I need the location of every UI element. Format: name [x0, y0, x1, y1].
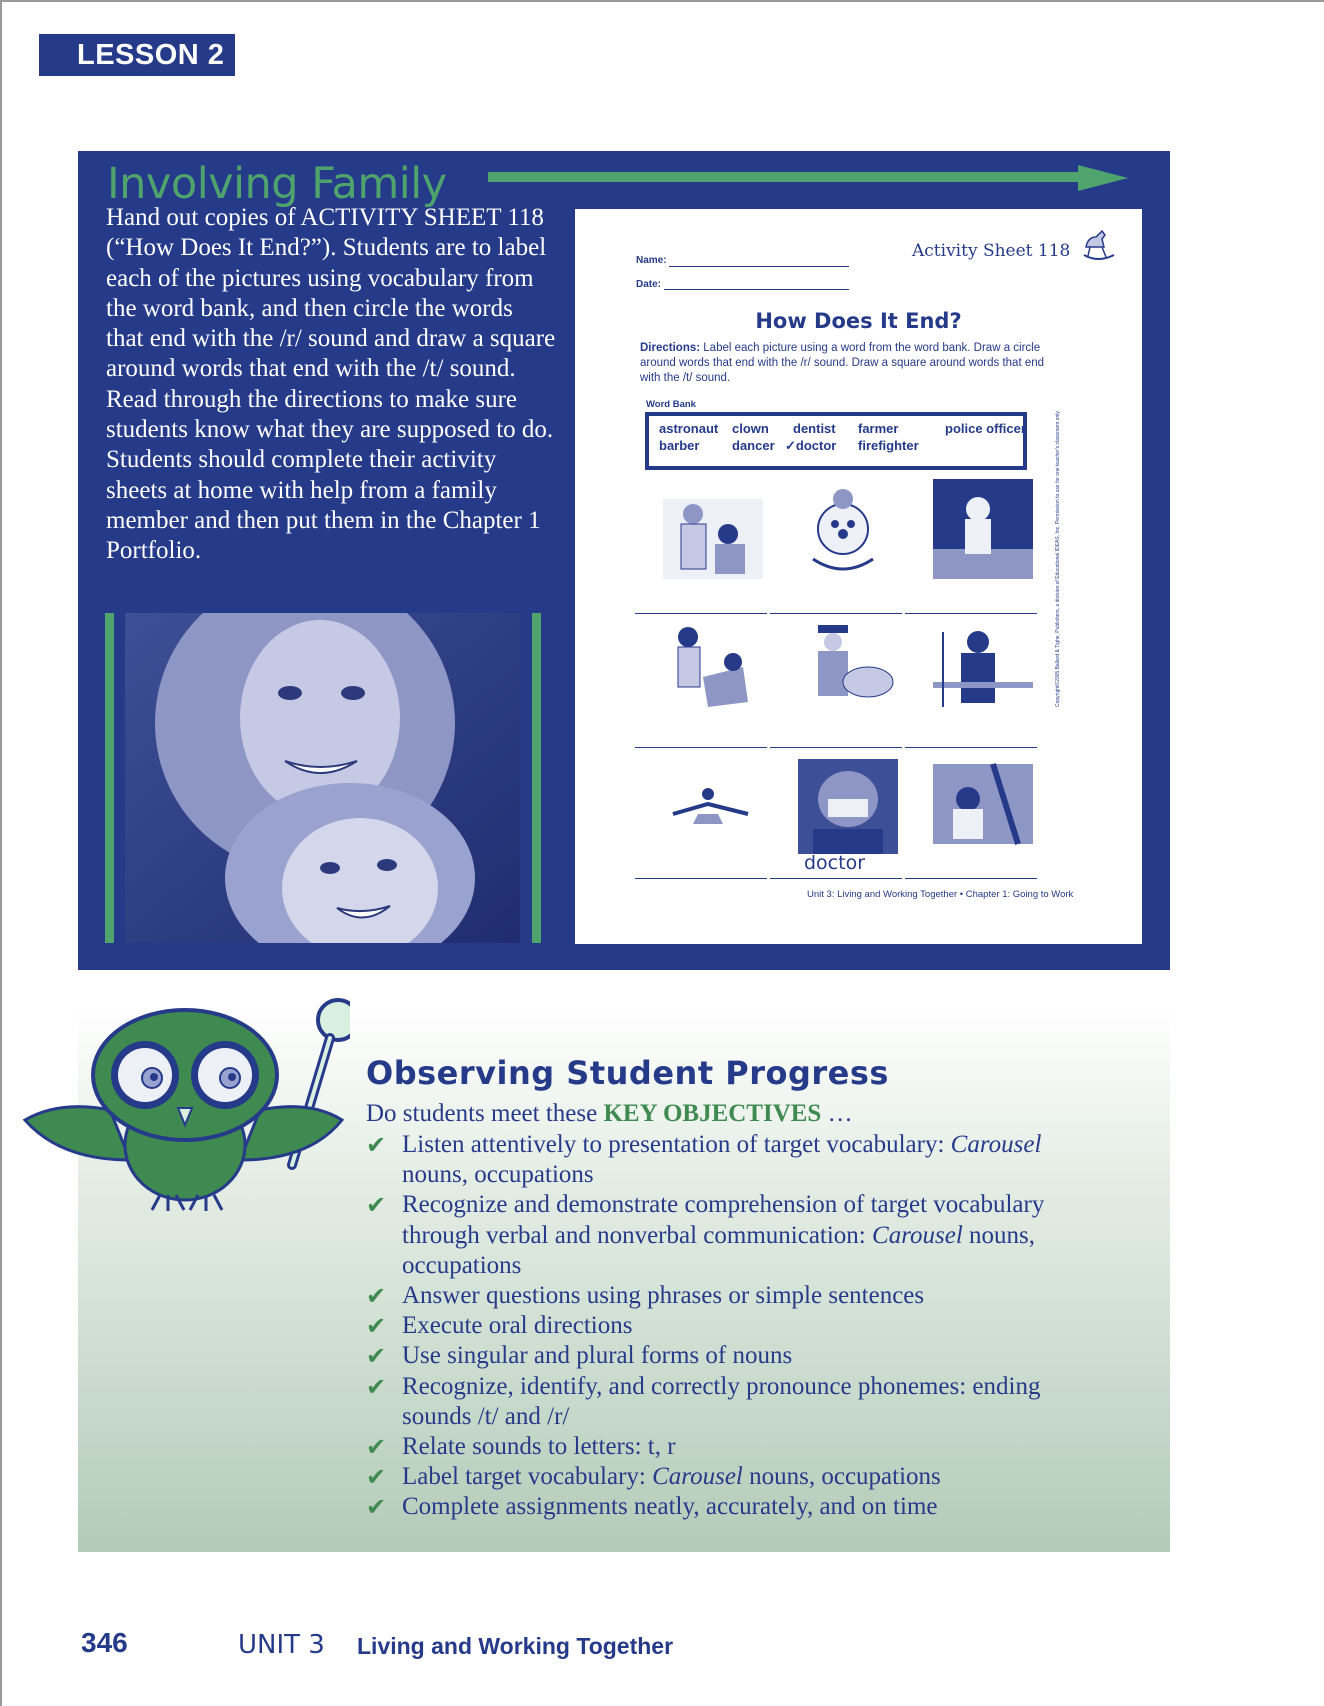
answer-line	[770, 878, 902, 879]
word-bank-label: Word Bank	[646, 399, 696, 410]
involving-family-panel	[78, 151, 1170, 970]
clown-picture	[788, 479, 908, 589]
worksheet-directions	[640, 341, 1060, 386]
check-icon: ✔	[366, 1493, 387, 1522]
arrow-right-icon	[488, 165, 1128, 195]
intro-suffix: …	[821, 1100, 853, 1127]
objective-emphasis: Carousel	[872, 1221, 963, 1249]
check-icon: ✔	[366, 1131, 387, 1159]
directions-label: Directions:	[640, 342, 701, 354]
objective-emphasis: Carousel	[950, 1131, 1042, 1158]
photo-frame-bar	[105, 613, 114, 943]
dancer-picture	[653, 759, 773, 869]
word-bank-word: firefighter	[858, 438, 919, 453]
sheet-copyright: Copyright©2005 Ballard & Tighe, Publishers, a division of Educational IDEAS, Inc. Permission to use for one teacher's classroom only.	[1055, 410, 1061, 707]
name-line	[669, 266, 849, 267]
word-bank-word: police officer	[945, 421, 1026, 436]
objective-text-after: nouns, occupations	[402, 1221, 1035, 1279]
objective-item	[366, 1492, 1086, 1522]
owl-with-magnifier-icon	[20, 990, 350, 1220]
mother-and-child-photo	[125, 613, 520, 943]
objective-item	[366, 1432, 1086, 1462]
word-bank-word: astronaut	[659, 421, 719, 436]
objective-item	[366, 1130, 1086, 1190]
objective-text: Recognize, identify, and correctly pronounce phonemes: ending sounds /t/ and /r/	[402, 1372, 1041, 1430]
astronaut-picture	[923, 479, 1043, 589]
check-icon: ✔	[366, 1312, 387, 1341]
answer-line	[635, 613, 767, 614]
activity-sheet-preview	[575, 209, 1142, 944]
check-icon: ✔	[366, 1342, 387, 1371]
unit-label: UNIT 3	[238, 1630, 325, 1660]
family-title: Involving Family	[107, 159, 447, 209]
objective-text: Execute oral directions	[402, 1312, 633, 1340]
objective-text-after: nouns, occupations	[402, 1161, 594, 1189]
word-bank-word: dentist	[793, 421, 836, 436]
objective-item	[366, 1341, 1086, 1371]
objective-item	[366, 1372, 1086, 1432]
barber-picture	[653, 479, 773, 589]
check-icon: ✔	[366, 1372, 387, 1401]
firefighter-picture	[923, 759, 1043, 869]
progress-intro	[366, 1100, 853, 1128]
objectives-list	[366, 1130, 1086, 1523]
objective-text: Listen attentively to presentation of target vocabulary:	[402, 1131, 951, 1158]
farmer-picture	[788, 617, 908, 727]
objective-text-after: nouns, occupations	[742, 1463, 941, 1491]
objective-item	[366, 1190, 1086, 1281]
activity-sheet-label: Activity Sheet 118	[912, 241, 1071, 261]
objective-text: Recognize and demonstrate comprehension of target vocabulary through verbal and nonverbal communication:	[402, 1191, 1045, 1249]
answer-line	[635, 747, 767, 748]
check-icon: ✔	[366, 1463, 387, 1492]
check-icon: ✔	[366, 1433, 387, 1462]
key-objectives: KEY OBJECTIVES	[603, 1100, 822, 1127]
page-border	[0, 0, 1324, 2]
objective-text: Relate sounds to letters: t, r	[402, 1433, 676, 1461]
family-instructions: Hand out copies of ACTIVITY SHEET 118 (“How Does It End?”). Students are to label each of the pictures using vocabulary from the word bank, and then circle the words that end with the /r/ sound and draw a square around words that end with the /t/ sound. Read through the directions to make sure students know what they are supposed to do. Students should complete their activity sheets at home with help from a family member and then put them in the Chapter 1 Portfolio.	[106, 204, 556, 565]
answer-line	[905, 613, 1037, 614]
word-bank-word: dancer	[732, 438, 775, 453]
objective-item	[366, 1311, 1086, 1341]
name-label: Name:	[636, 255, 667, 266]
objective-item	[366, 1462, 1086, 1492]
answer-line	[770, 613, 902, 614]
answer-line	[905, 878, 1037, 879]
date-label: Date:	[636, 279, 662, 290]
objective-text: Use singular and plural forms of nouns	[402, 1342, 793, 1370]
unit-title: Living and Working Together	[357, 1633, 674, 1659]
answer-line	[905, 747, 1037, 748]
objective-emphasis: Carousel	[652, 1463, 743, 1491]
directions-text: Label each picture using a word from the word bank. Draw a circle around words that end with the /r/ sound. Draw a square around words that end with the /t/ sound.	[640, 342, 1045, 384]
lesson-tag: LESSON 2	[39, 34, 235, 76]
objective-text: Answer questions using phrases or simple sentences	[402, 1282, 925, 1310]
progress-title: Observing Student Progress	[366, 1054, 889, 1092]
word-bank-word: farmer	[858, 421, 899, 436]
answer-line	[770, 747, 902, 748]
sheet-footer: Unit 3: Living and Working Together • Chapter 1: Going to Work	[807, 889, 1074, 900]
page-border	[0, 0, 2, 1706]
answer-line	[635, 878, 767, 879]
worksheet-title: How Does It End?	[755, 309, 962, 333]
objective-text: Label target vocabulary:	[402, 1463, 653, 1491]
word-bank-word: clown	[732, 421, 769, 436]
police-officer-picture	[923, 617, 1043, 727]
objective-text: Complete assignments neatly, accurately, and on time	[402, 1493, 938, 1521]
photo-frame-bar	[532, 613, 541, 943]
sample-answer: doctor	[804, 852, 866, 874]
rocking-horse-icon	[1078, 225, 1118, 265]
dentist-picture	[653, 617, 773, 727]
objective-item	[366, 1281, 1086, 1311]
intro-prefix: Do students meet these	[366, 1100, 604, 1127]
check-icon: ✔	[366, 1191, 387, 1220]
check-icon: ✔	[366, 1282, 387, 1311]
date-line	[664, 289, 849, 290]
word-bank-word: ✓doctor	[785, 438, 837, 453]
word-bank-word: barber	[659, 438, 700, 453]
page-number: 346	[81, 1627, 128, 1658]
